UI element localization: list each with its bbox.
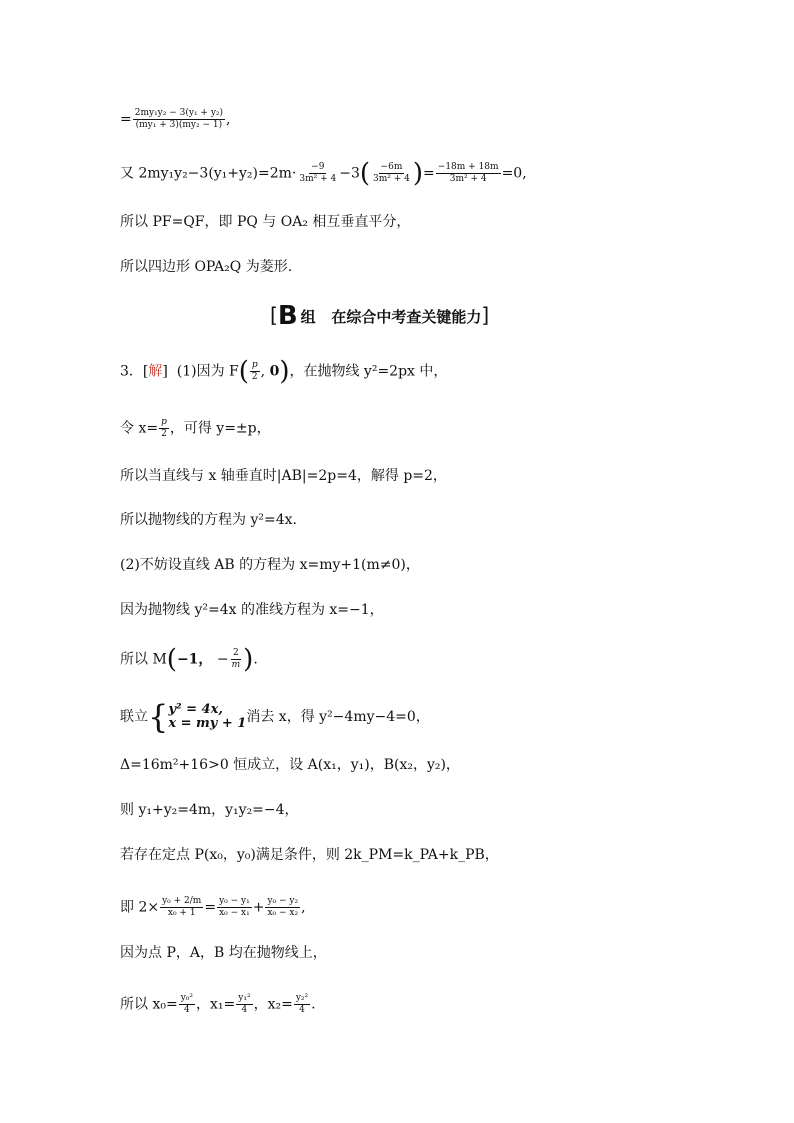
left-paren: ( [238,356,249,387]
equation-tail: =0, [501,165,527,182]
fraction-denominator: (my₁ + 3)(my₂ − 1) [135,120,223,130]
lead-text: 所以 M [120,651,167,668]
text-line-3: 所以 PF=QF，即 PQ 与 OA₂ 相互垂直平分， [120,214,411,230]
text-line-4: 所以四边形 OPA₂Q 为菱形. [120,259,293,275]
solution-tag: 解 [148,363,163,380]
fraction-numerator: y₀ + 2/m [162,896,202,906]
right-paren: ) [279,356,290,387]
fraction-2 [217,896,252,919]
fraction-denominator: 4 [241,1005,248,1015]
fraction-denominator: 3m² + 4 [449,174,487,184]
fraction-denominator: x₀ + 1 [167,908,196,918]
fraction-numerator: y₀ − y₂ [267,896,299,906]
section-title: 在综合中考查关键能力 [331,308,482,326]
minus-three: −3 [339,165,360,182]
problem-3-line-7 [120,644,258,675]
lead-text: 即 2× [120,899,160,916]
problem-3-line-6: 因为抛物线 y²=4x 的准线方程为 x=−1， [120,602,384,618]
separator: ，x₂= [253,996,293,1013]
fraction-denominator: 2 [251,372,258,382]
close-bracket: ] [162,363,168,380]
right-paren: ) [412,158,424,189]
fraction-numerator: −6m [380,162,403,172]
fraction-denominator: m [231,660,241,670]
fraction [250,360,260,383]
problem-3-line-3: 所以当直线与 x 轴垂直时|AB|=2p=4，解得 p=2， [120,468,447,484]
fraction-3 [436,162,501,185]
equation-line-2 [120,158,527,189]
comma: , [226,111,231,128]
problem-number: 3．[ [120,363,149,380]
lead-text: 所以 x₀= [120,996,178,1013]
rest-text: 消去 x，得 y²−4my−4=0， [246,709,430,725]
problem-3-line-13: 因为点 P，A，B 均在抛物线上， [120,945,327,961]
group-letter: B [277,301,297,331]
system-row-2: x = my + 1 [168,716,247,731]
equals-sign: = [204,899,217,916]
period: . [311,996,316,1013]
equals-sign: = [423,165,435,182]
problem-3-line-2 [120,417,271,440]
equation-lead: 又 2my₁y₂−3(y₁+y₂)=2m· [120,165,297,182]
fraction-denominator: 2 [161,429,167,439]
fraction-numerator: 2 [233,648,239,658]
fraction-denominator: 4 [183,1005,190,1015]
fraction-numerator: −9 [311,162,325,172]
coordinate-x: −1， [176,651,213,668]
problem-3-line-12 [120,896,306,919]
section-header [270,300,489,332]
left-paren: ( [166,644,177,675]
lead-text: 令 x= [120,420,159,437]
problem-3-line-10: 则 y₁+y₂=4m，y₁y₂=−4， [120,802,299,818]
fraction-numerator: p [251,360,258,370]
right-bracket: ] [481,303,490,327]
fraction-2 [236,993,252,1016]
problem-3-line-5: (2)不妨设直线 AB 的方程为 x=my+1(m≠0)， [120,557,420,573]
fraction-1 [297,162,338,185]
problem-3-line-8 [120,698,430,736]
lead-text: 联立 [120,709,148,725]
fraction-denominator: 3m² + 4 [373,174,410,184]
right-paren: ) [243,644,254,675]
fraction [133,108,225,131]
minus-sign: − [216,651,229,668]
problem-3-line-14 [120,993,316,1016]
equation-system [168,703,246,731]
lead-text: (1)因为 F [176,363,239,380]
fraction-numerator: 2my₁y₂ − 3(y₁ + y₂) [134,108,224,118]
left-bracket: [ [270,303,278,327]
problem-3-line-9: Δ=16m²+16>0 恒成立，设 A(x₁，y₁)，B(x₂，y₂)， [120,757,460,773]
fraction-1 [179,993,195,1016]
fraction-1 [160,896,203,919]
fraction [159,417,169,440]
system-row-1: y² = 4x, [168,702,223,717]
fraction-denominator: x₀ − x₁ [219,908,250,918]
zero: 0 [269,363,280,380]
problem-3-line-1: 3．[解] (1)因为 F( $\frac{p}{2}$ , 0)，在抛物线 y²=2px 中， [120,356,448,387]
group-label: 组 [300,308,316,326]
fraction-numerator: −18m + 18m [437,162,499,172]
fraction-3 [294,993,310,1016]
fraction-denominator: x₀ − x₂ [267,908,299,918]
fraction-numerator: y₀ − y₁ [219,896,250,906]
equation-continuation [120,108,231,131]
rest-text: ，可得 y=±p， [169,420,271,437]
problem-3-line-11: 若存在定点 P(x₀，y₀)满足条件，则 2k_PM=k_PA+k_PB， [120,847,499,863]
fraction-numerator: y₂² [295,993,309,1003]
period: . [253,651,258,668]
problem-3-line-4: 所以抛物线的方程为 y²=4x. [120,512,297,528]
fraction-numerator: y₁² [238,993,251,1003]
fraction-numerator: p [161,417,167,427]
rest-text: ，在抛物线 y²=2px 中， [289,363,448,380]
equals-sign: = [120,111,132,128]
plus-sign: + [252,899,265,916]
fraction-numerator: y₀² [180,993,194,1003]
fraction-denominator: 3m² + 4 [299,174,337,184]
fraction-denominator: 4 [299,1005,305,1015]
fraction [230,648,243,671]
left-paren: ( [359,158,371,189]
fraction-3 [265,896,300,919]
comma: , [301,899,306,916]
left-brace: { [148,698,169,736]
fraction-2 [371,162,412,185]
separator: ，x₁= [196,996,236,1013]
